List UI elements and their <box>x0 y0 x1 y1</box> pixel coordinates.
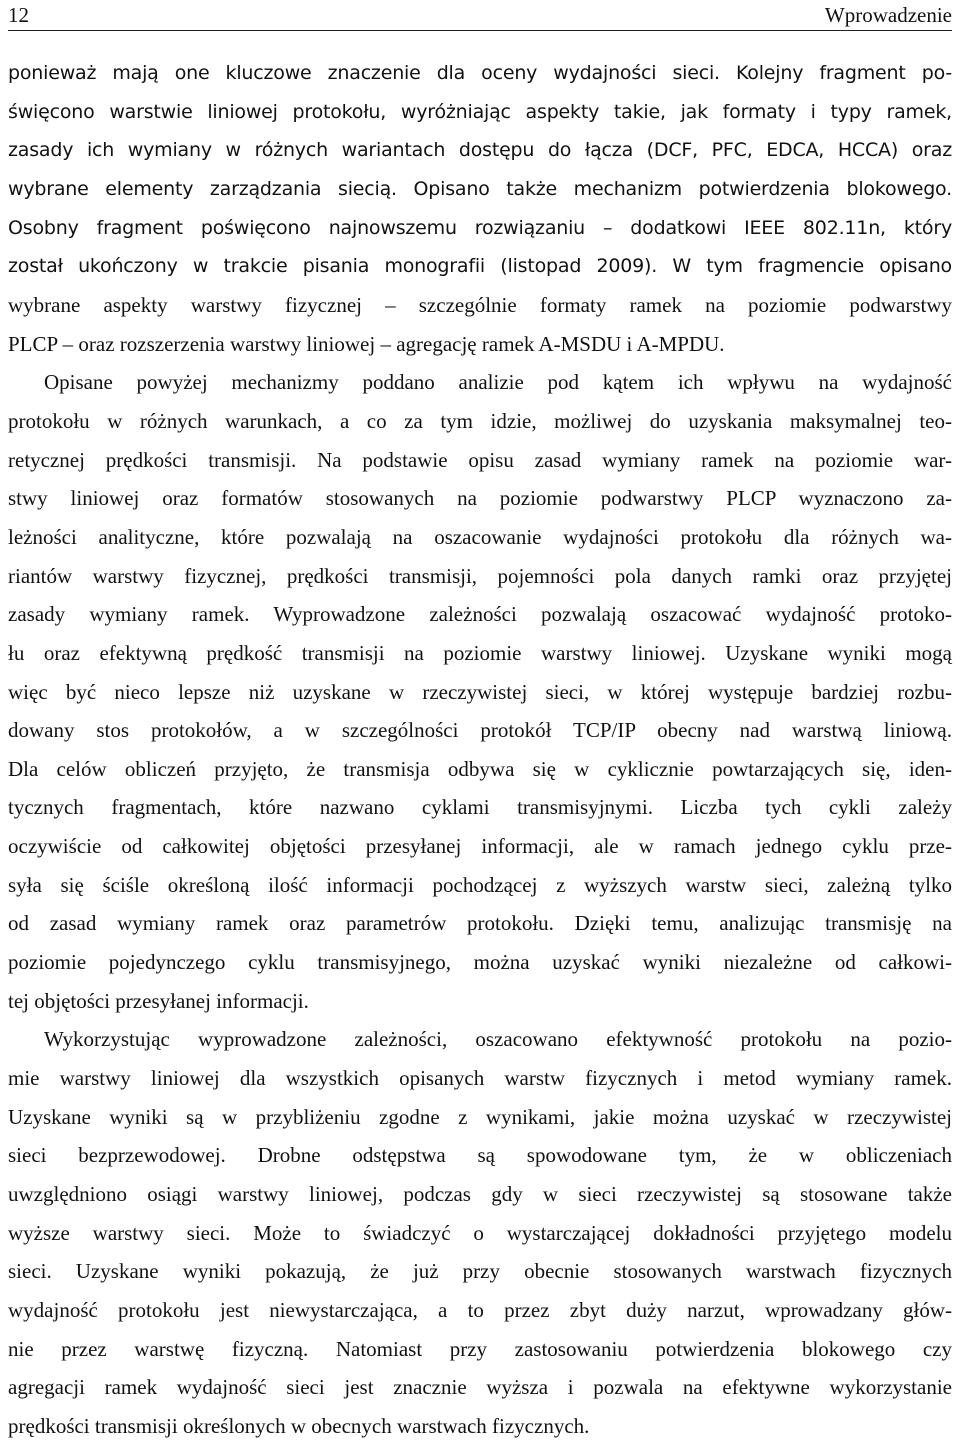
text-line: święcono warstwie liniowej protokołu, wyróżniając aspekty takie, jak formaty i typy ramek, <box>8 100 952 123</box>
text-line: agregacji ramek wydajność sieci jest znacznie wyższa i pozwala na efektywne wykorzystanie <box>8 1375 952 1400</box>
text-line: Wykorzystując wyprowadzone zależności, oszacowano efektywność protokołu na pozio- <box>44 1027 952 1052</box>
text-line: wydajność protokołu jest niewystarczająca, a to przez zbyt duży narzut, wprowadzany głów- <box>8 1298 952 1322</box>
text-line: Dla celów obliczeń przyjęto, że transmisja odbywa się w cyklicznie powtarzających się, iden- <box>8 756 952 781</box>
text-line: zasady ich wymiany w różnych wariantach dostępu do łącza (DCF, PFC, EDCA, HCCA) oraz <box>8 139 952 162</box>
text-line: oczywiście od całkowitej objętości przesyłanej informacji, ale w ramach jednego cyklu prze- <box>8 834 952 859</box>
text-line: wybrane elementy zarządzania siecią. Opisano także mechanizm potwierdzenia blokowego. <box>8 177 952 200</box>
text-line: Osobny fragment poświęcono najnowszemu rozwiązaniu – dodatkowi IEEE 802.11n, który <box>8 216 952 239</box>
text-line: retycznej prędkości transmisji. Na podstawie opisu zasad wymiany ramek na poziomie war- <box>8 447 952 472</box>
text-line: riantów warstwy fizycznej, prędkości transmisji, pojemności pola danych ramki oraz przyjętej <box>8 563 952 588</box>
text-line: tej objętości przesyłanej informacji. <box>8 988 309 1013</box>
text-line: mie warstwy liniowej dla wszystkich opisanych warstw fizycznych i metod wymiany ramek. <box>8 1066 952 1091</box>
text-line: stwy liniowej oraz formatów stosowanych na poziomie podwarstwy PLCP wyznaczono za- <box>8 486 952 511</box>
text-line: ponieważ mają one kluczowe znaczenie dla oceny wydajności sieci. Kolejny fragment po- <box>8 62 952 84</box>
text-line: sieci. Uzyskane wyniki pokazują, że już przy obecnie stosowanych warstwach fizycznych <box>8 1259 952 1284</box>
page-number: 12 <box>8 3 29 27</box>
text-line: poziomie pojedynczego cyklu transmisyjnego, można uzyskać wyniki niezależne od całkowi- <box>8 950 952 975</box>
text-line: zasady wymiany ramek. Wyprowadzone zależności pozwalają oszacować wydajność protoko- <box>8 602 952 627</box>
text-line: wybrane aspekty warstwy fizycznej – szczególnie formaty ramek na poziomie podwarstwy <box>8 292 952 317</box>
running-header-title: Wprowadzenie <box>824 3 952 27</box>
text-line: syła się ściśle określoną ilość informacji pochodzącej z wyższych warstw sieci, zależną tylko <box>8 872 952 897</box>
text-line: Opisane powyżej mechanizmy poddano analizie pod kątem ich wpływu na wydajność <box>44 370 952 395</box>
text-line: sieci bezprzewodowej. Drobne odstępstwa są spowodowane tym, że w obliczeniach <box>8 1143 952 1168</box>
text-line: prędkości transmisji określonych w obecnych warstwach fizycznych. <box>8 1413 590 1438</box>
text-line: został ukończony w trakcie pisania monografii (listopad 2009). W tym fragmencie opisano <box>8 255 952 278</box>
text-line: PLCP – oraz rozszerzenia warstwy liniowej – agregację ramek A-MSDU i A-MPDU. <box>8 331 725 356</box>
text-line: łu oraz efektywną prędkość transmisji na poziomie warstwy liniowej. Uzyskane wyniki mogą <box>8 640 952 665</box>
text-line: wyższe warstwy sieci. Może to świadczyć o wystarczającej dokładności przyjętego modelu <box>8 1220 952 1245</box>
text-line: tycznych fragmentach, które nazwano cyklami transmisyjnymi. Liczba tych cykli zależy <box>8 795 952 820</box>
body-text <box>8 54 952 1446</box>
text-line: leżności analityczne, które pozwalają na oszacowanie wydajności protokołu dla różnych wa- <box>8 524 952 549</box>
text-line: dowany stos protokołów, a w szczególności protokół TCP/IP obecny nad warstwą liniową. <box>8 718 952 743</box>
text-line: Uzyskane wyniki są w przybliżeniu zgodne z wynikami, jakie można uzyskać w rzeczywistej <box>8 1104 952 1129</box>
running-header <box>8 2 952 31</box>
text-line: protokołu w różnych warunkach, a co za tym idzie, możliwej do uzyskania maksymalnej teo- <box>8 408 952 433</box>
text-line: uwzględniono osiągi warstwy liniowej, podczas gdy w sieci rzeczywistej są stosowane także <box>8 1182 952 1207</box>
text-line: nie przez warstwę fizyczną. Natomiast przy zastosowaniu potwierdzenia blokowego czy <box>8 1336 952 1361</box>
text-line: od zasad wymiany ramek oraz parametrów protokołu. Dzięki temu, analizując transmisję na <box>8 911 952 936</box>
text-line: więc być nieco lepsze niż uzyskane w rzeczywistej sieci, w której występuje bardziej rozbu- <box>8 679 952 704</box>
